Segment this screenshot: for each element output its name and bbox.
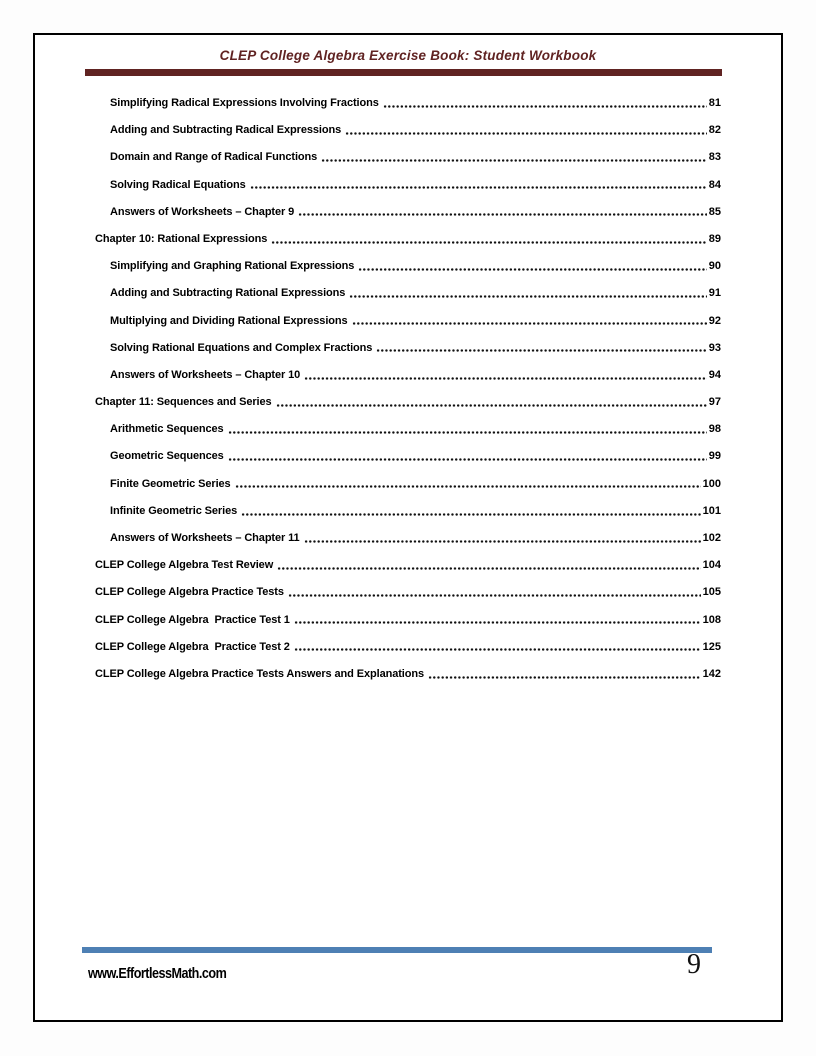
toc-entry-page: 91 — [708, 287, 721, 300]
toc-entry-label: Chapter 11: Sequences and Series — [95, 396, 272, 409]
toc-entry[interactable] — [95, 498, 721, 525]
toc-entry-page: 90 — [708, 260, 721, 273]
toc-entry-label: Answers of Worksheets – Chapter 10 — [110, 368, 301, 381]
toc-dot-leader — [228, 431, 707, 434]
toc-entry-label: CLEP College Algebra Test Review — [95, 559, 274, 572]
toc-entry[interactable] — [95, 661, 721, 688]
page-title: CLEP College Algebra Exercise Book: Student Workbook — [219, 48, 597, 63]
toc-entry[interactable] — [95, 280, 721, 307]
toc-entry[interactable] — [95, 416, 721, 443]
toc-entry-label: Answers of Worksheets – Chapter 11 — [110, 532, 300, 544]
toc-entry-page: 93 — [708, 341, 721, 354]
toc-dot-leader — [271, 241, 707, 244]
toc-entry-page: 92 — [708, 314, 721, 327]
toc-dot-leader — [298, 213, 707, 216]
toc-entry[interactable] — [95, 634, 721, 661]
toc-entry-page: 99 — [708, 450, 721, 463]
toc-entry[interactable] — [95, 172, 721, 199]
toc-dot-leader — [304, 540, 701, 543]
toc-dot-leader — [250, 186, 707, 189]
toc-entry-page: 94 — [708, 368, 721, 381]
toc-entry-label: Answers of Worksheets – Chapter 9 — [110, 205, 295, 218]
toc-entry-label: Chapter 10: Rational Expressions — [95, 232, 268, 245]
toc-entry-page: 102 — [702, 532, 721, 544]
toc-entry-page: 108 — [702, 613, 721, 626]
toc-entry-label: Simplifying Radical Expressions Involving Fractions — [110, 97, 379, 109]
toc-entry[interactable] — [95, 90, 721, 117]
toc-entry-page: 83 — [708, 151, 721, 164]
page-border — [33, 33, 783, 1022]
toc-entry-page: 101 — [702, 504, 721, 517]
toc-entry[interactable] — [95, 552, 721, 579]
toc-entry[interactable] — [95, 308, 721, 335]
toc-entry[interactable] — [95, 144, 721, 171]
toc-entry[interactable] — [95, 226, 721, 253]
toc-entry[interactable] — [95, 471, 721, 498]
toc-entry-label: Simplifying and Graphing Rational Expressions — [110, 260, 355, 273]
toc-entry[interactable] — [95, 607, 721, 634]
footer-rule — [82, 947, 712, 953]
toc-entry-label: Adding and Subtracting Radical Expressions — [110, 124, 342, 137]
toc-dot-leader — [345, 132, 707, 135]
toc-entry-label: Solving Rational Equations and Complex Fractions — [110, 341, 373, 354]
toc-entry-label: Solving Radical Equations — [110, 178, 246, 191]
toc-entry-page: 97 — [708, 396, 721, 409]
footer-website-link[interactable]: www.EffortlessMath.com — [88, 965, 227, 982]
toc-dot-leader — [428, 676, 701, 679]
toc-entry-page: 82 — [708, 124, 721, 137]
toc-entry[interactable] — [95, 362, 721, 389]
toc-entry-label: Multiplying and Dividing Rational Expressions — [110, 314, 348, 327]
toc-dot-leader — [241, 513, 701, 516]
toc-entry[interactable] — [95, 335, 721, 362]
toc-entry-label: CLEP College Algebra Practice Tests Answers and Explanations — [95, 667, 424, 680]
toc-entry[interactable] — [95, 199, 721, 226]
toc-entry-page: 125 — [702, 640, 721, 653]
toc-entry[interactable] — [95, 443, 721, 470]
toc-dot-leader — [383, 105, 707, 108]
toc-entry-label: Geometric Sequences — [110, 450, 224, 463]
toc-entry-label: CLEP College Algebra Practice Tests — [95, 586, 284, 599]
toc-entry-page: 84 — [708, 178, 721, 191]
toc-dot-leader — [321, 159, 707, 162]
toc-entry-page: 81 — [708, 97, 721, 109]
toc-dot-leader — [349, 295, 706, 298]
header-rule — [85, 69, 722, 76]
toc-dot-leader — [276, 404, 707, 407]
toc-entry-label: CLEP College Algebra Practice Test 2 — [95, 640, 290, 653]
toc-entry-label: Infinite Geometric Series — [110, 504, 238, 517]
toc-entry-label: CLEP College Algebra Practice Test 1 — [95, 613, 290, 626]
toc-dot-leader — [294, 648, 701, 651]
toc-dot-leader — [277, 567, 700, 570]
toc-entry[interactable] — [95, 525, 721, 552]
toc-entry-page: 142 — [702, 667, 721, 680]
toc-dot-leader — [228, 458, 707, 461]
toc-dot-leader — [294, 621, 701, 624]
toc-dot-leader — [352, 322, 707, 325]
toc-dot-leader — [376, 349, 706, 352]
toc-entry-label: Adding and Subtracting Rational Expressions — [110, 287, 346, 300]
toc-entry-label: Arithmetic Sequences — [110, 423, 224, 436]
toc-entry-page: 98 — [708, 423, 721, 436]
toc-dot-leader — [304, 377, 707, 380]
toc-dot-leader — [288, 594, 701, 597]
toc-entry[interactable] — [95, 253, 721, 280]
toc-entry-label: Finite Geometric Series — [110, 477, 231, 490]
toc-entry-page: 89 — [708, 232, 721, 245]
page-number: 9 — [687, 949, 701, 980]
toc-entry-page: 104 — [702, 559, 721, 572]
toc-entry-page: 100 — [702, 477, 721, 490]
toc-entry[interactable] — [95, 579, 721, 606]
toc-dot-leader — [235, 485, 701, 488]
toc-entry[interactable] — [95, 117, 721, 144]
toc-entry-page: 85 — [708, 205, 721, 218]
toc-entry[interactable] — [95, 389, 721, 416]
toc-list — [95, 90, 721, 688]
toc-dot-leader — [358, 268, 706, 271]
toc-entry-label: Domain and Range of Radical Functions — [110, 151, 318, 164]
toc-entry-page: 105 — [702, 586, 721, 599]
